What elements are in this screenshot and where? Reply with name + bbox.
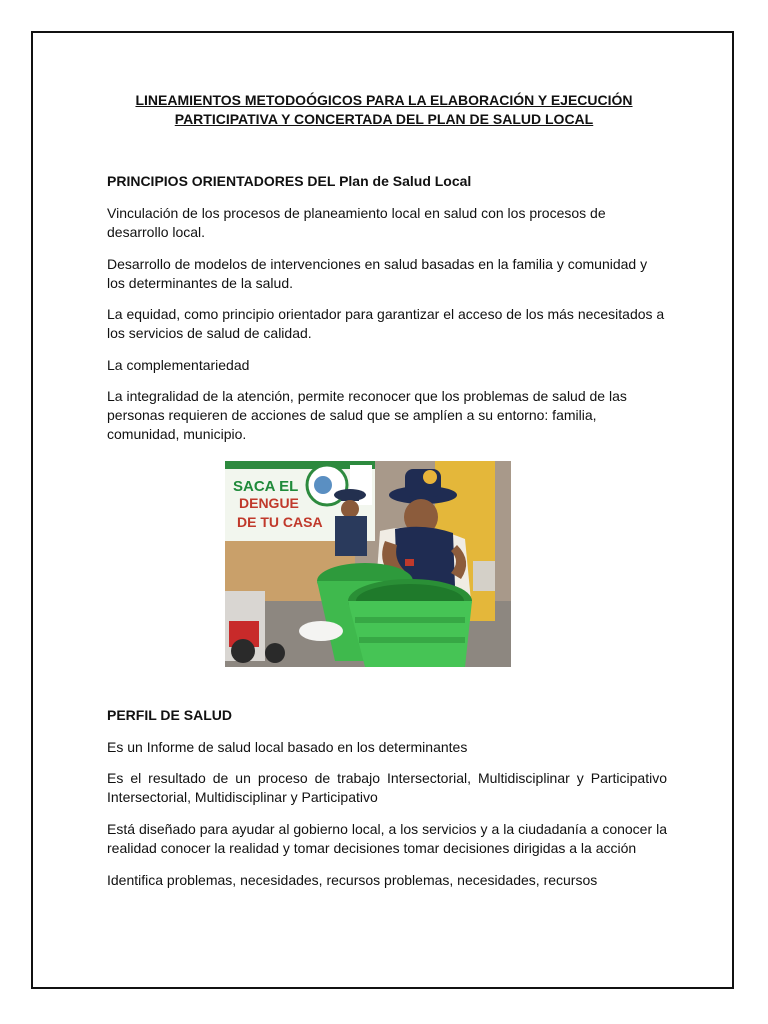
paragraph: Desarrollo de modelos de intervenciones en salud basadas en la familia y comunidad y los determinantes de la salud. [107, 256, 648, 291]
paragraph: Es un Informe de salud local basado en los determinantes [107, 739, 468, 755]
dengue-campaign-photo [225, 461, 511, 667]
banner-text-line-2: DENGUE [239, 495, 299, 511]
paragraph: Vinculación de los procesos de planeamiento local en salud con los procesos de desarrollo local. [107, 205, 606, 240]
paragraph: Es el resultado de un proceso de trabajo Intersectorial, Multidisciplinar y Participativo Intersectorial, Multidisciplinar y Participativo [107, 770, 667, 805]
paragraph: Identifica problemas, necesidades, recursos problemas, necesidades, recursos [107, 872, 598, 888]
paragraph: Está diseñado para ayudar al gobierno local, a los servicios y a la ciudadanía a conocer la realidad conocer la realidad y tomar decisiones tomar decisiones dirigidas a la acción [107, 821, 667, 856]
title-line-1: LINEAMIENTOS METODOÓGICOS PARA LA ELABORACIÓN Y EJECUCIÓN [135, 92, 633, 108]
section-heading-principios: PRINCIPIOS ORIENTADORES DEL Plan de Salud Local [107, 173, 472, 189]
banner-text-line-1: SACA EL [233, 478, 299, 495]
banner-text-line-3: DE TU CASA [237, 514, 323, 530]
paragraph: La integralidad de la atención, permite reconocer que los problemas de salud de las personas requieren de acciones de salud que se amplíen a su entorno: familia, comunidad, municipio. [107, 388, 627, 442]
paragraph: La equidad, como principio orientador para garantizar el acceso de los más necesitados a los servicios de salud de calidad. [107, 306, 665, 341]
title-line-2: PARTICIPATIVA Y CONCERTADA DEL PLAN DE SALUD LOCAL [174, 111, 594, 127]
paragraph: La complementariedad [107, 357, 250, 373]
document-title [40, 91, 728, 129]
section-heading-perfil: PERFIL DE SALUD [107, 707, 232, 723]
